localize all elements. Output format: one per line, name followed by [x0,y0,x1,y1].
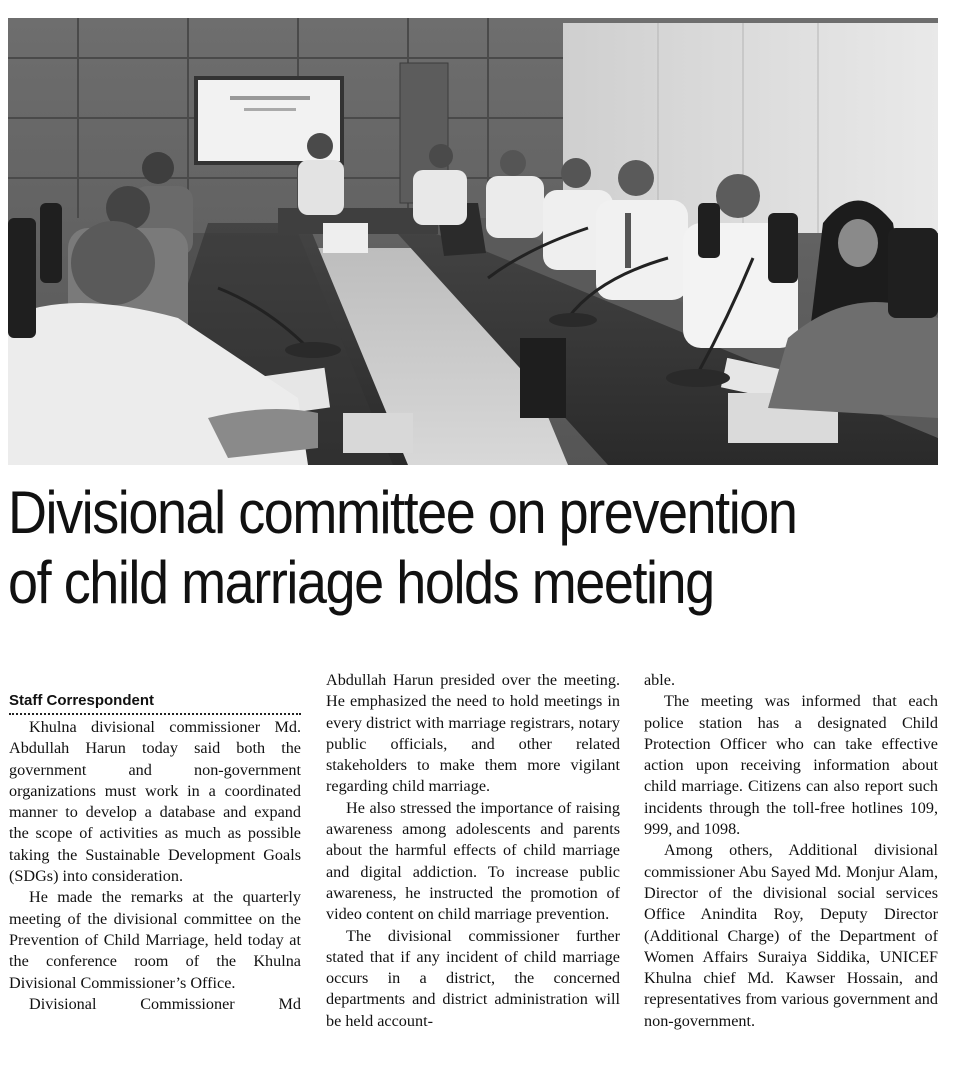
article-column-1 [9,670,301,1015]
byline: Staff Correspondent [9,690,301,715]
meeting-photo [8,18,938,465]
headline [8,478,854,618]
article-column-2 [326,670,620,1032]
paragraph: able. [644,671,676,689]
meeting-photo-illustration [8,18,938,465]
headline-line-2: of child marriage holds meeting [8,549,714,616]
paragraph: He made the remarks at the quarterly meeting of the divisional committee on the Prevention of Child Marriage, held today at the conference room of the Khulna Divisional Commissioner’s Office. [9,888,301,992]
headline-line-1: Divisional committee on prevention [8,479,797,546]
paragraph: Among others, Additional divisional commissioner Abu Sayed Md. Monjur Alam, Director of the divisional social services Office Anindita Roy, Deputy Director (Additional Charge) of the Department of Women Affairs Suraiya Siddika, UNICEF Khulna chief Md. Kawser Hossain, and representatives from various government and non-government. [644,841,938,1030]
paragraph: Khulna divisional commissioner Md. Abdullah Harun today said both the government and non-government organizations must work in a coordinated manner to develop a database and expand the scope of activities as much as possible taking the Sustainable Development Goals (SDGs) into consideration. [9,718,301,886]
paragraph: The meeting was informed that each police station has a designated Child Protection Officer who can take effective action upon receiving information about child marriage. Citizens can also report such incidents through the toll-free hotlines 109, 999, and 1098. [644,692,938,839]
paragraph: Abdullah Harun presided over the meeting. He emphasized the need to hold meetings in every district with marriage registrars, notary public officials, and other related stakeholders to make them more vigilant regarding child marriage. [326,671,620,796]
article-column-3 [644,670,938,1032]
paragraph: The divisional commissioner further stated that if any incident of child marriage occurs in a district, the concerned departments and district administration will be held account- [326,926,620,1030]
paragraph: Divisional Commissioner Md [29,994,301,1013]
paragraph: He also stressed the importance of raising awareness among adolescents and parents about the harmful effects of child marriage and digital addiction. To increase public awareness, he instructed the promotion of video content on child marriage prevention. [326,798,620,924]
